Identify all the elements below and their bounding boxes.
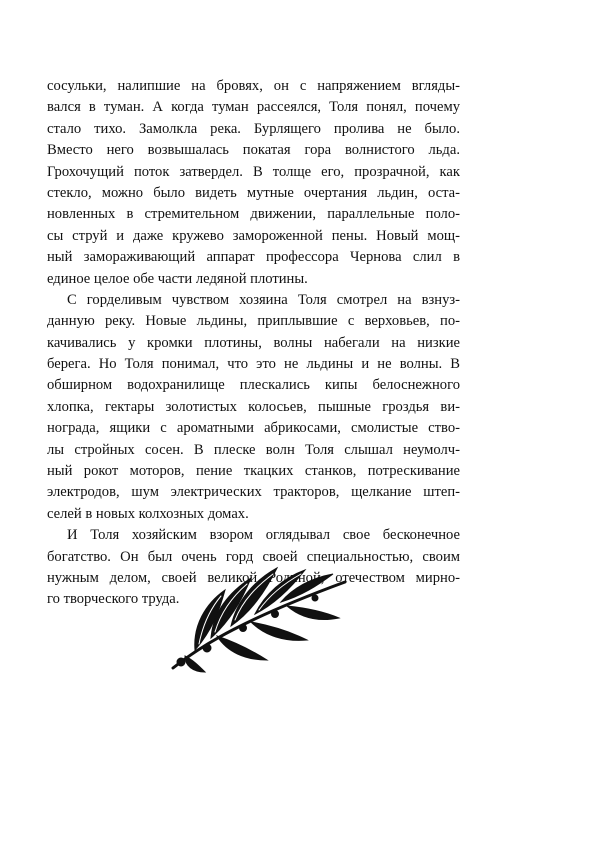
text-line: лы стройных сосен. В плеске волн Толя слышал неумолч- bbox=[47, 441, 460, 458]
text-line: нужным делом, своей великой Родиной, отечеством мирно- bbox=[47, 569, 460, 586]
text-line: берега. Но Толя понимал, что это не льдины и не волны. В bbox=[47, 356, 460, 373]
text-line: стекло, можно было видеть мутные очертания льдин, оста- bbox=[47, 184, 460, 201]
text-line: стало тихо. Замолкла река. Бурлящего пролива не было. bbox=[47, 120, 460, 137]
text-line: обширном водохранилище плескались кипы белоснежного bbox=[47, 377, 460, 394]
paragraph-1 bbox=[47, 76, 460, 290]
text-line: вался в туман. А когда туман рассеялся, Толя понял, почему bbox=[47, 99, 460, 116]
laurel-branch-icon bbox=[155, 556, 355, 676]
text-line: электродов, шум электрических тракторов, щелкание штеп- bbox=[47, 484, 460, 501]
text-line: богатство. Он был очень горд своей специальностью, своим bbox=[47, 548, 460, 565]
text-line: сосульки, налипшие на бровях, он с напряжением вгляды- bbox=[47, 78, 460, 94]
text-line: нограда, ящики с ароматными абрикосами, смолистые ство- bbox=[47, 420, 460, 437]
text-line: С горделивым чувством хозяина Толя смотрел на взнуз- bbox=[67, 291, 460, 308]
text-line: единое целое обе части ледяной плотины. bbox=[47, 270, 308, 287]
text-line: качивались у кромки плотины, волны набегали на низкие bbox=[47, 334, 460, 351]
text-line: сы струй и даже кружево замороженной пены. Новый мощ- bbox=[47, 227, 460, 244]
page-text bbox=[47, 76, 460, 611]
text-line: новленных в стремительном движении, параллельные поло- bbox=[47, 206, 460, 223]
text-line: ный замораживающий аппарат профессора Чернова слил в bbox=[47, 249, 460, 266]
text-line: Вместо него возвышалась покатая гора волнистого льда. bbox=[47, 142, 460, 159]
text-line: хлопка, гектары золотистых колосьев, пышные гроздья ви- bbox=[47, 398, 460, 415]
text-line: селей в новых колхозных домах. bbox=[47, 505, 249, 522]
paragraph-2 bbox=[47, 290, 460, 525]
text-line: ный рокот моторов, пение ткацких станков, потрескивание bbox=[47, 463, 460, 480]
text-line: данную реку. Новые льдины, приплывшие с верховьев, по- bbox=[47, 313, 460, 330]
text-line: Грохочущий поток затвердел. В толще его, прозрачной, как bbox=[47, 163, 460, 180]
text-line: И Толя хозяйским взором оглядывал свое бесконечное bbox=[67, 527, 460, 544]
text-line: го творческого труда. bbox=[47, 591, 180, 608]
